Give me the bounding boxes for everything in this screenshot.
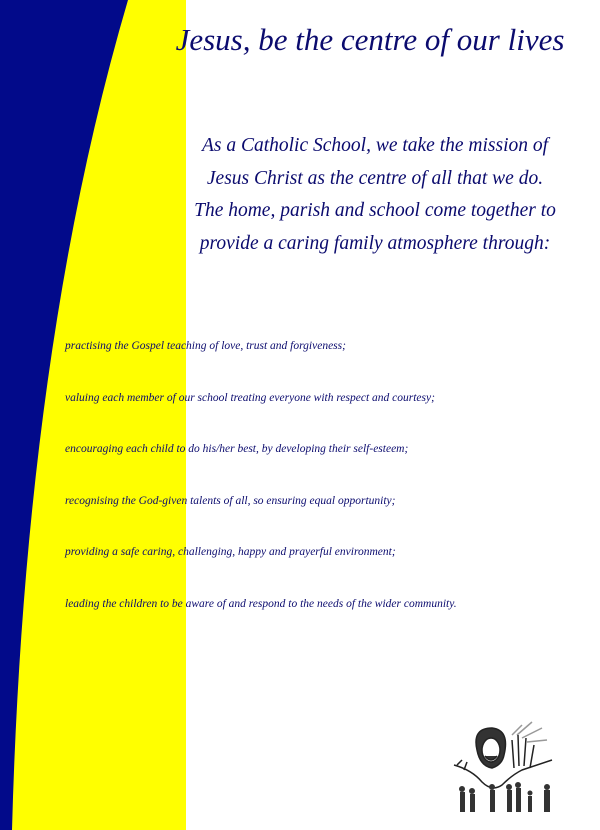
values-list (65, 340, 457, 649)
page-title: Jesus, be the centre of our lives (175, 22, 565, 57)
intro-line: provide a caring family atmosphere through: (199, 232, 551, 254)
intro-paragraph (140, 130, 600, 260)
value-item: practising the Gospel teaching of love, trust and forgiveness; (65, 340, 346, 352)
value-item: valuing each member of our school treating everyone with respect and courtesy; (65, 391, 435, 404)
intro-line: Jesus Christ as the centre of all that we do. (206, 167, 544, 189)
value-item: recognising the God-given talents of all, so ensuring equal opportunity; (65, 494, 396, 507)
value-item: leading the children to be aware of and respond to the needs of the wider community. (65, 597, 457, 610)
value-item: providing a safe caring, challenging, happy and prayerful environment; (65, 546, 396, 558)
value-item: encouraging each child to do his/her best, by developing their self-esteem; (65, 443, 409, 455)
intro-line: As a Catholic School, we take the mission of (201, 135, 549, 156)
intro-line: The home, parish and school come together to (194, 200, 556, 221)
jesus-hands-illustration (452, 720, 562, 820)
